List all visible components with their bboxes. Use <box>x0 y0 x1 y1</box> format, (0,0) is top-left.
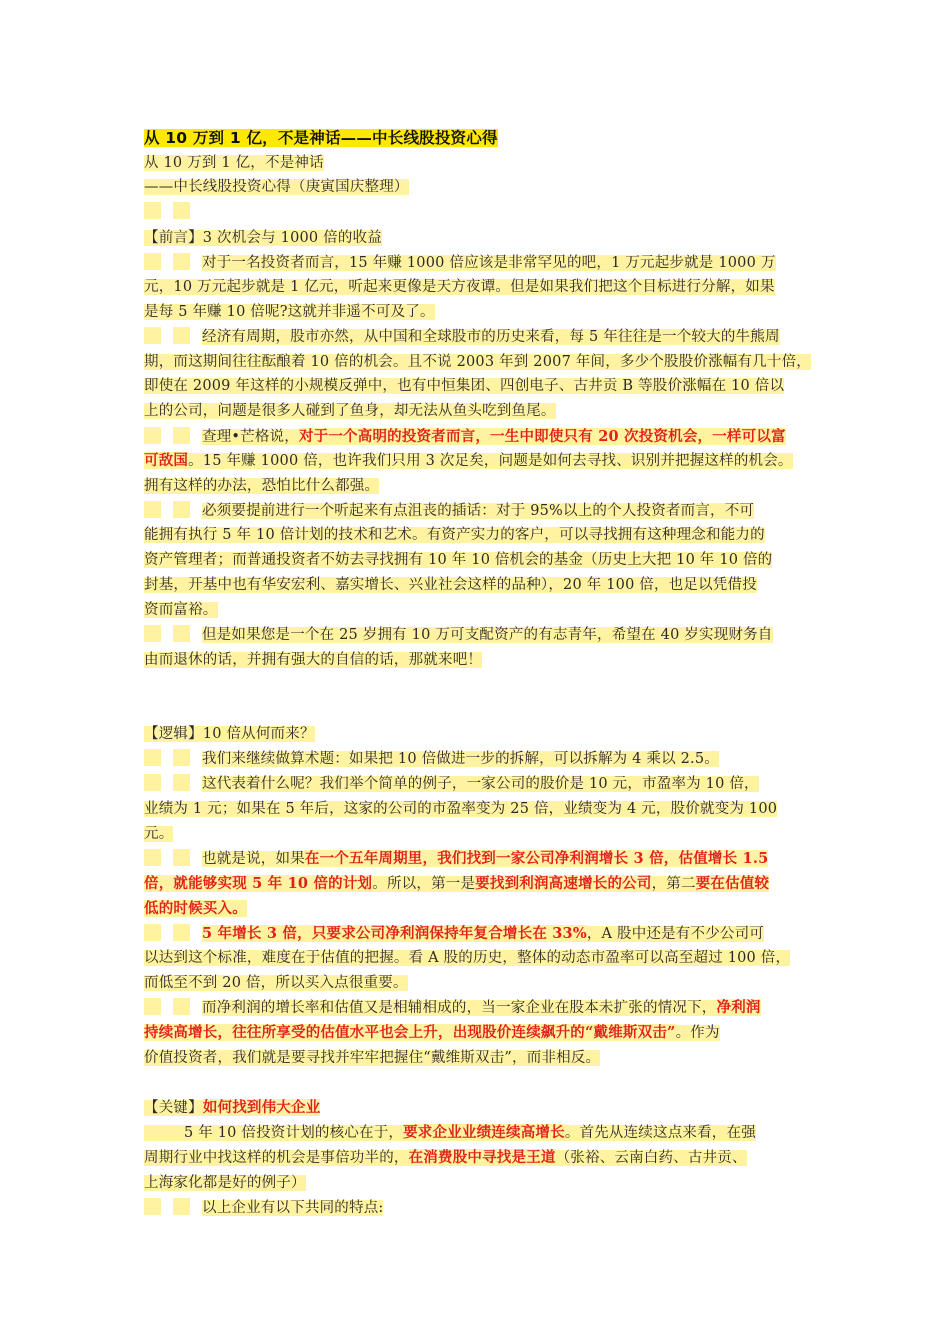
subtitle-line-1: 从 10 万到 1 亿，不是神话 <box>144 155 324 171</box>
paragraph-line: 5 年 10 倍投资计划的核心在于，要求企业业绩连续高增长。首先从连续这点来看，在强 <box>144 1121 756 1145</box>
paragraph-line: 对于一名投资者而言，15 年赚 1000 倍应该是非常罕见的吧，1 万元起步就是 1000 万 <box>144 251 776 275</box>
paragraph-line: 封基，开基中也有华安宏利、嘉实增长、兴业社会这样的品种），20 年 100 倍，也足以凭借投 <box>144 577 757 593</box>
paragraph-line: 经济有周期，股市亦然，从中国和全球股市的历史来看，每 5 年往往是一个较大的牛熊周 <box>144 325 780 349</box>
paragraph-line: 上的公司，问题是很多人碰到了鱼身，却无法从鱼头吃到鱼尾。 <box>144 403 556 419</box>
paragraph-line: 拥有这样的办法，恐怕比什么都强。 <box>144 478 380 494</box>
paragraph-line: 以达到这个标准，难度在于估值的把握。看 A 股的历史，整体的动态市盈率可以高至超过 100 倍， <box>144 950 791 966</box>
document-title: 从 10 万到 1 亿，不是神话——中长线股投资心得 <box>144 129 498 147</box>
paragraph-line: 而低至不到 20 倍，所以买入点很重要。 <box>144 975 408 991</box>
paragraph-line: 资而富裕。 <box>144 602 218 618</box>
section-heading-logic: 【逻辑】10 倍从何而来？ <box>144 726 315 742</box>
section-heading-preface: 【前言】3 次机会与 1000 倍的收益 <box>144 230 382 246</box>
paragraph-line: 查理•芒格说，对于一个高明的投资者而言，一生中即使只有 20 次投资机会，一样可以富 <box>144 425 786 449</box>
paragraph-line: 元。 <box>144 826 174 842</box>
paragraph-line: 业绩为 1 元；如果在 5 年后，这家的公司的市盈率变为 25 倍，业绩变为 4 元，股价就变为 100 <box>144 801 778 817</box>
section-heading-key: 【关键】如何找到伟大企业 <box>144 1099 321 1116</box>
paragraph-line: 是每 5 年赚 10 倍呢?这就并非遥不可及了。 <box>144 304 435 320</box>
paragraph-line: 资产管理者；而普通投资者不妨去寻找拥有 10 年 10 倍机会的基金（历史上大把 10 年 10 倍的 <box>144 552 773 568</box>
paragraph-line: 也就是说，如果在一个五年周期里，我们找到一家公司净利润增长 3 倍，估值增长 1.5 <box>144 847 768 871</box>
paragraph-line: 5 年增长 3 倍，只要求公司净利润保持年复合增长在 33%，A 股中还是有不少公司可 <box>144 922 764 946</box>
paragraph-line: 周期行业中找这样的机会是事倍功半的，在消费股中寻找是王道（张裕、云南白药、古井贡、 <box>144 1149 747 1166</box>
paragraph-line: 元，10 万元起步就是 1 亿元，听起来更像是天方夜谭。但是如果我们把这个目标进行分解，如果 <box>144 279 775 295</box>
blank-marker-line <box>144 200 202 224</box>
paragraph-line: 价值投资者，我们就是要寻找并牢牢把握住“戴维斯双击”，而非相反。 <box>144 1050 601 1066</box>
paragraph-line: 上海家化都是好的例子） <box>144 1175 306 1191</box>
paragraph-line: 以上企业有以下共同的特点: <box>144 1196 383 1220</box>
paragraph-line: 即使在 2009 年这样的小规模反弹中，也有中恒集团、四创电子、古井贡 B 等股价涨幅在 10 倍以 <box>144 378 785 394</box>
paragraph-line: 而净利润的增长率和估值又是相辅相成的，当一家企业在股本未扩张的情况下，净利润 <box>144 996 761 1020</box>
paragraph-line: 必须要提前进行一个听起来有点沮丧的插话：对于 95%以上的个人投资者而言，不可 <box>144 499 754 523</box>
paragraph-line: 期，而这期间往往酝酿着 10 倍的机会。且不说 2003 年到 2007 年间，多少个股股价涨幅有几十倍， <box>144 354 812 370</box>
paragraph-line: 低的时候买入。 <box>144 900 247 917</box>
paragraph-line: 倍，就能够实现 5 年 10 倍的计划。所以，第一是要找到利润高速增长的公司，第二要在估值较 <box>144 875 770 892</box>
subtitle-line-2: ——中长线股投资心得（庚寅国庆整理） <box>144 179 409 195</box>
paragraph-line: 但是如果您是一个在 25 岁拥有 10 万可支配资产的有志青年，希望在 40 岁实现财务自 <box>144 623 773 647</box>
paragraph-line: 这代表着什么呢？我们举个简单的例子，一家公司的股价是 10 元，市盈率为 10 倍， <box>144 772 759 796</box>
paragraph-line: 由而退休的话，并拥有强大的自信的话，那就来吧！ <box>144 652 483 668</box>
paragraph-line: 能拥有执行 5 年 10 倍计划的技术和艺术。有资产实力的客户，可以寻找拥有这种理念和能力的 <box>144 527 765 543</box>
paragraph-line: 持续高增长，往往所享受的估值水平也会上升，出现股价连续飙升的“戴维斯双击”。作为 <box>144 1024 720 1041</box>
paragraph-line: 我们来继续做算术题：如果把 10 倍做进一步的拆解，可以拆解为 4 乘以 2.5。 <box>144 747 719 771</box>
paragraph-line: 可敌国。15 年赚 1000 倍，也许我们只用 3 次足矣，问题是如何去寻找、识别并把握这样的机会。 <box>144 452 793 469</box>
